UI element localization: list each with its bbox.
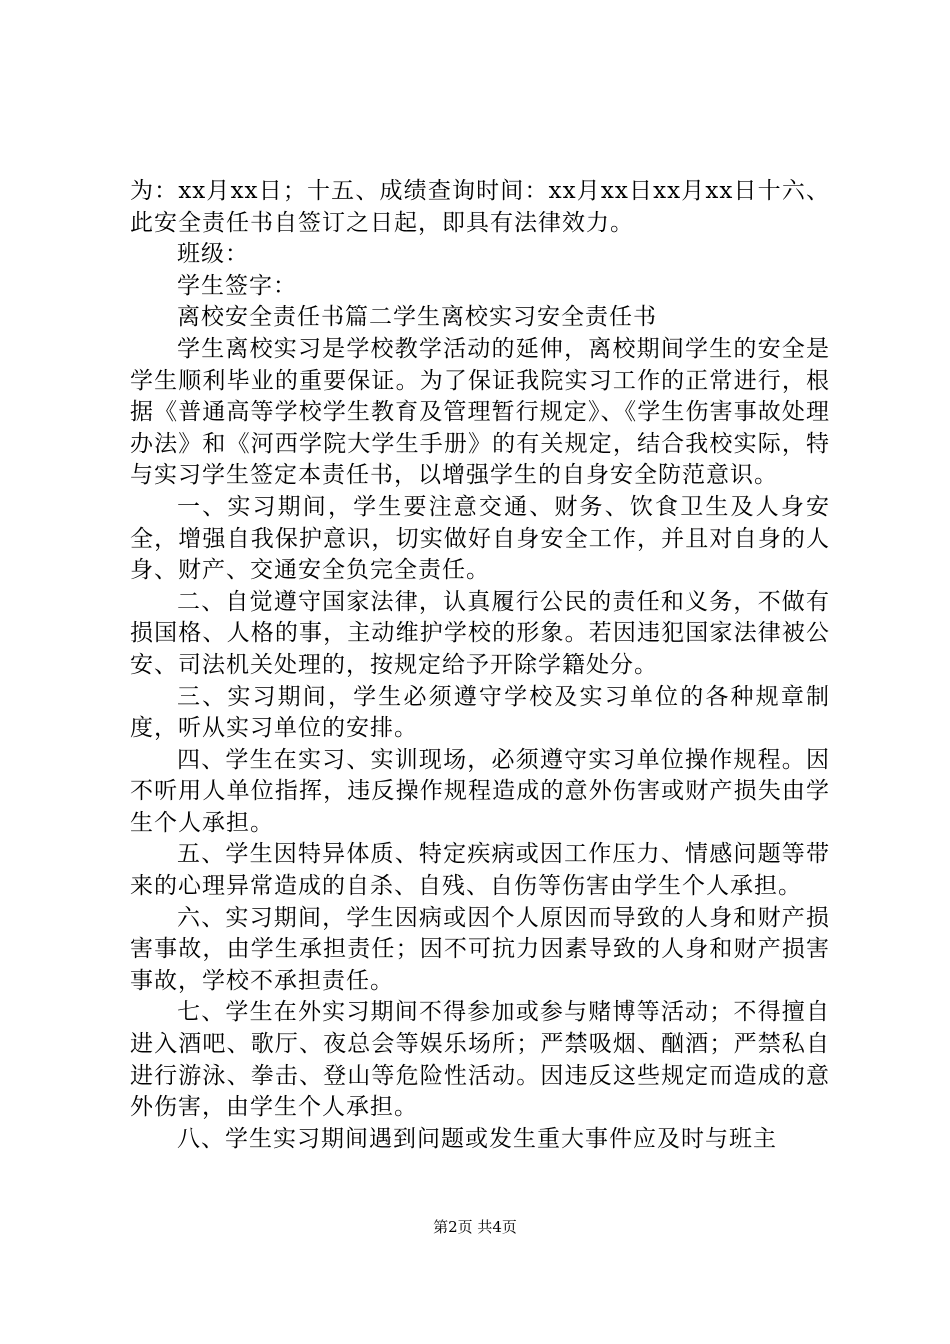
clause-2: 二、自觉遵守国家法律，认真履行公民的责任和义务，不做有损国格、人格的事，主动维护学校的形象。若因违犯国家法律被公安、司法机关处理的，按规定给予开除学籍处分。 <box>130 588 830 678</box>
page-footer: 第2页 共4页 <box>433 1218 517 1236</box>
student-signature-label: 学生签字： <box>177 272 297 299</box>
intro-paragraph: 学生离校实习是学校教学活动的延伸，离校期间学生的安全是学生顺利毕业的重要保证。为了保证我院实习工作的正常进行，根据《普通高等学校学生教育及管理暂行规定》、《学生伤害事故处理办法》和《河西学院大学生手册》的有关规定，结合我校实际，特与实习学生签定本责任书，以增强学生的自身安全防范意识。 <box>130 335 830 489</box>
clause-6: 六、实习期间，学生因病或因个人原因而导致的人身和财产损害事故，由学生承担责任；因不可抗力因素导致的人身和财产损害事故，学校不承担责任。 <box>130 904 830 994</box>
clause-7: 七、学生在外实习期间不得参加或参与赌博等活动；不得擅自进入酒吧、歌厅、夜总会等娱乐场所；严禁吸烟、酗酒；严禁私自进行游泳、拳击、登山等危险性活动。因违反这些规定而造成的意外伤害，由学生个人承担。 <box>130 999 830 1121</box>
clause-1: 一、实习期间，学生要注意交通、财务、饮食卫生及人身安全，增强自我保护意识，切实做好自身安全工作，并且对自身的人身、财产、交通安全负完全责任。 <box>130 493 830 584</box>
document-body <box>130 176 830 1155</box>
section-heading: 离校安全责任书篇二学生离校实习安全责任书 <box>177 304 657 331</box>
clause-3: 三、实习期间，学生必须遵守学校及实习单位的各种规章制度，听从实习单位的安排。 <box>130 683 830 742</box>
class-field-label: 班级： <box>177 241 249 268</box>
clause-8: 八、学生实习期间遇到问题或发生重大事件应及时与班主 <box>177 1125 777 1152</box>
continued-paragraph: 为：xx月xx日；十五、成绩查询时间：xx月xx日xx月xx日十六、此安全责任书自签订之日起，即具有法律效力。 <box>130 178 830 236</box>
clause-5: 五、学生因特异体质、特定疾病或因工作压力、情感问题等带来的心理异常造成的自杀、自残、自伤等伤害由学生个人承担。 <box>130 841 830 900</box>
clause-4: 四、学生在实习、实训现场，必须遵守实习单位操作规程。因不听用人单位指挥，违反操作规程造成的意外伤害或财产损失由学生个人承担。 <box>130 746 830 836</box>
